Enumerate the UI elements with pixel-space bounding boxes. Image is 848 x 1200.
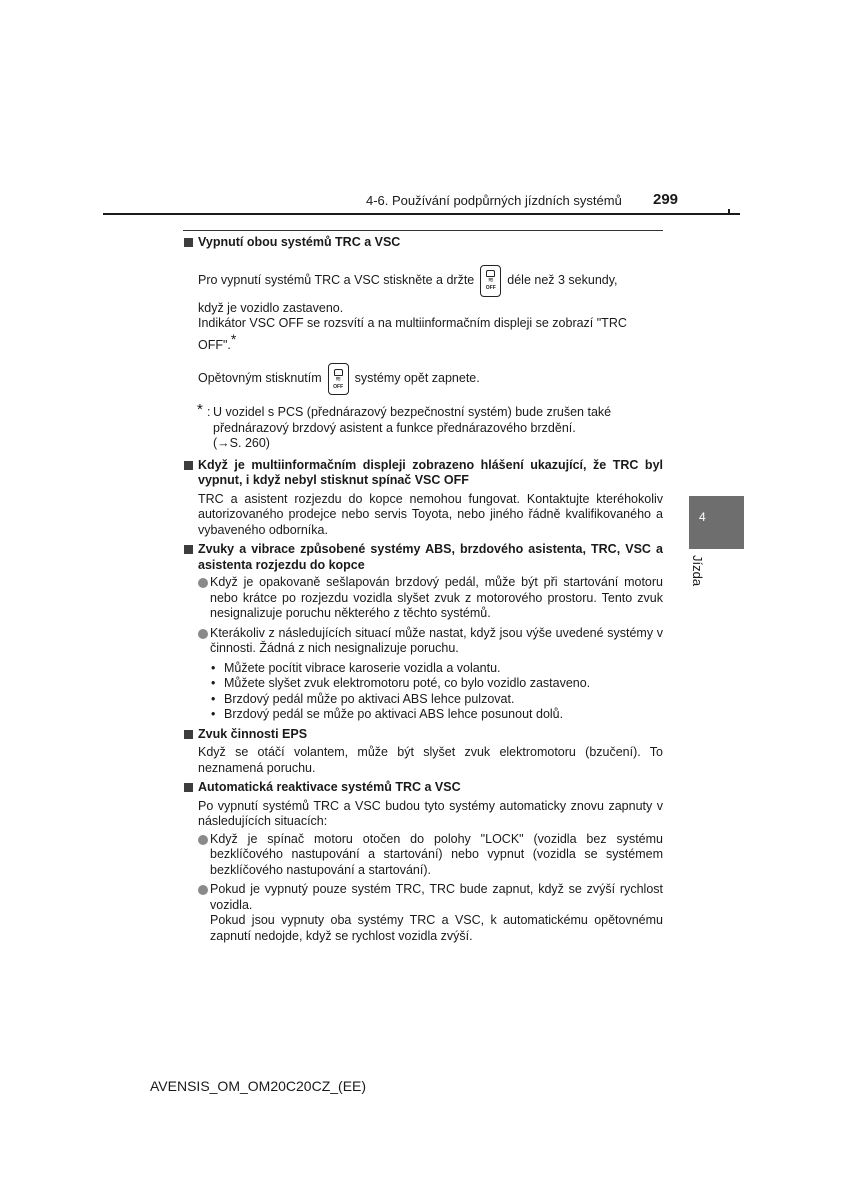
car-icon <box>486 270 495 277</box>
footnote-colon: : <box>207 405 211 420</box>
chapter-tab-number: 4 <box>699 510 706 524</box>
header-rule-tick <box>728 209 730 215</box>
list-item-text: Pokud je vypnutý pouze systém TRC, TRC bude zapnut, když se zvýší rychlost vozidla. <box>210 882 663 912</box>
footnote-reference: (→S. 260) <box>213 436 270 451</box>
sub-bullet: • <box>211 707 216 722</box>
sub-list-item <box>183 707 663 723</box>
sub-bullet: • <box>211 691 216 706</box>
section-heading-auto-reactivation <box>183 780 663 796</box>
section-square-icon <box>184 783 193 792</box>
footnote-line: U vozidel s PCS (přednárazový bezpečnostní systém) bude zrušen také <box>213 405 612 420</box>
text: systémy opět zapnete. <box>354 371 480 386</box>
vsc-off-switch-icon <box>328 363 349 395</box>
section-title: Vypnutí obou systémů TRC a VSC <box>198 235 401 249</box>
list-item-continuation <box>183 913 663 944</box>
sub-list-item <box>183 661 663 677</box>
section-title: Zvuky a vibrace způsobené systémy ABS, brzdového asistenta, TRC, VSC a asistenta rozjezdu do kopce <box>198 542 663 572</box>
text: OFF". <box>198 337 231 352</box>
list-item <box>183 626 663 657</box>
list-item-text: Když je spínač motoru otočen do polohy "LOCK" (vozidla bez systému bezklíčového nastupování a startování) nebo vypnut (vozidla se systémem bezklíčového nastupování a startování). <box>210 831 663 877</box>
paragraph-press-hold <box>183 265 663 297</box>
section-title: Když je multiinformačním displeji zobrazeno hlášení ukazující, že TRC byl vypnut, i když nebyl stisknut spínač VSC OFF <box>198 457 663 488</box>
list-item <box>183 575 663 622</box>
list-item-text: Když je opakovaně sešlapován brzdový pedál, může být při startování motoru nebo krátce po rozjezdu vozidla slyšet zvuk z motorového prostoru. Tento zvuk nesignalizuje poruchu některého z těchto systémů. <box>210 575 663 621</box>
skid-marks-icon: ≋ <box>487 277 494 284</box>
section-square-icon <box>184 238 193 247</box>
chapter-tab <box>689 496 744 549</box>
document-code: AVENSIS_OM_OM20C20CZ_(EE) <box>150 1078 367 1094</box>
list-item-text: Pokud jsou vypnuty oba systémy TRC a VSC, k automatickému opětovnému zapnutí nedojde, když se rychlost vozidla zvýší. <box>210 913 663 943</box>
list-item <box>183 832 663 879</box>
section-title: Zvuk činnosti EPS <box>198 726 308 741</box>
bullet-circle-icon <box>198 629 208 639</box>
section-square-icon <box>184 730 193 739</box>
list-item-text: Kterákoliv z následujících situací může nastat, když jsou výše uvedené systémy v činnosti. Žádná z nich nesignalizuje poruchu. <box>210 625 663 656</box>
paragraph-line: když je vozidlo zastaveno. <box>198 300 344 315</box>
footnote-marker: * <box>230 330 237 347</box>
paragraph-press-again <box>183 363 663 395</box>
car-icon <box>334 369 343 376</box>
content-top-rule <box>183 230 663 231</box>
section-heading-trc-message <box>183 458 663 489</box>
section-heading-eps-sound <box>183 727 663 743</box>
section-body: TRC a asistent rozjezdu do kopce nemohou fungovat. Kontaktujte kteréhokoliv autorizovaného prodejce nebo servis Toyota, nebo jiného řádně kvalifikovaného a vybaveného odborníka. <box>198 491 663 537</box>
section-heading-trc-vsc-off <box>183 235 663 251</box>
section-title: Automatická reaktivace systémů TRC a VSC <box>198 780 461 795</box>
vsc-off-switch-icon <box>480 265 501 297</box>
off-label: OFF <box>333 383 344 390</box>
footnote <box>183 401 663 452</box>
sub-list-item-text: Brzdový pedál může po aktivaci ABS lehce pulzovat. <box>224 691 515 706</box>
footnote-line: přednárazový brzdový asistent a funkce přednárazového brzdění. <box>213 420 576 435</box>
page-content <box>183 230 663 944</box>
sub-list-item <box>183 676 663 692</box>
bullet-circle-icon <box>198 835 208 845</box>
section-square-icon <box>184 545 193 554</box>
page-number: 299 <box>653 191 679 208</box>
text: Pro vypnutí systémů TRC a VSC stiskněte a držte <box>198 272 475 287</box>
skid-marks-icon: ≋ <box>335 375 342 383</box>
section-square-icon <box>184 461 193 470</box>
section-body: Když se otáčí volantem, může být slyšet zvuk elektromotoru (bzučení). To neznamená poruchu. <box>198 745 663 775</box>
list-item <box>183 882 663 913</box>
sub-list-item-text: Můžete pocítit vibrace karoserie vozidla a volantu. <box>224 660 501 675</box>
section-body: Po vypnutí systémů TRC a VSC budou tyto systémy automaticky znovu zapnuty v následujících situacích: <box>198 798 663 829</box>
header-section-title: 4-6. Používání podpůrných jízdních systémů <box>366 193 622 208</box>
sub-list-item <box>183 692 663 708</box>
paragraph-line: Indikátor VSC OFF se rozsvítí a na multiinformačním displeji se zobrazí "TRC <box>198 316 627 330</box>
header-rule <box>103 213 740 215</box>
footnote-asterisk: * <box>197 401 203 419</box>
bullet-circle-icon <box>198 885 208 895</box>
paragraph-line <box>183 332 663 354</box>
off-label: OFF <box>485 285 496 291</box>
sub-bullet: • <box>211 676 216 691</box>
sub-list-item-text: Můžete slyšet zvuk elektromotoru poté, co bylo vozidlo zastaveno. <box>224 676 591 691</box>
text: Opětovným stisknutím <box>198 371 322 386</box>
text: déle než 3 sekundy, <box>507 272 618 287</box>
bullet-circle-icon <box>198 578 208 588</box>
chapter-tab-label: Jízda <box>690 555 705 587</box>
section-heading-sounds-vibrations <box>183 542 663 573</box>
sub-list-item-text: Brzdový pedál se může po aktivaci ABS lehce posunout dolů. <box>224 707 564 722</box>
sub-bullet: • <box>211 660 216 675</box>
